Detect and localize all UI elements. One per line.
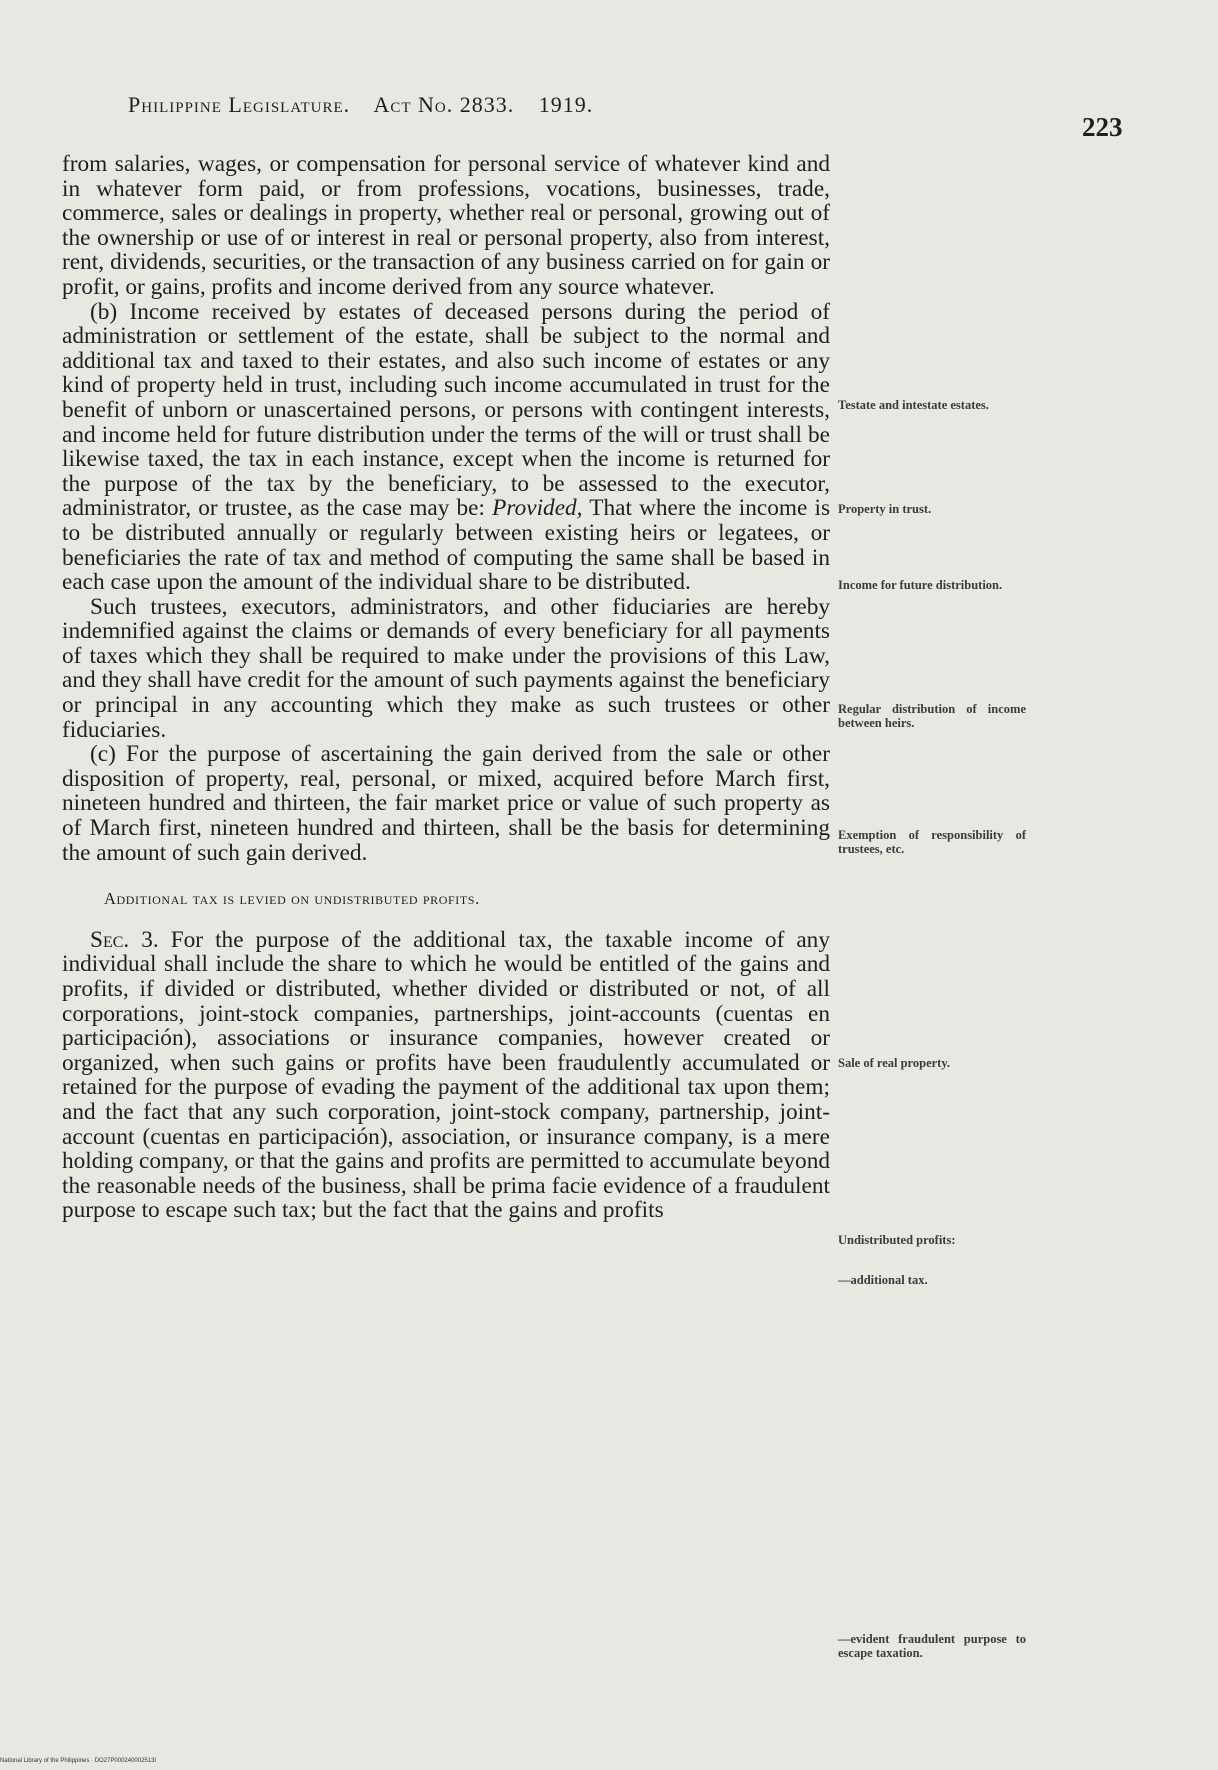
margin-note-undistributed: Undistributed profits: (838, 1233, 956, 1247)
header-legislature: Philippine Legislature. (128, 92, 351, 117)
proviso-label: Provided, (492, 495, 583, 522)
page-number: 223 (1082, 112, 1123, 142)
paragraph-fiduciaries: Such trustees, executors, administrators, and other fiduciaries are hereby indemnified against the claims or demands of every beneficiary for all payments of taxes which they shall be required to make under the provisions of this Law, and they shall have credit for the amount of such payments against the beneficiary or principal in any accounting which they make as such trustees or other fiduciaries. (62, 593, 830, 743)
margin-note-testate: Testate and intestate estates. (838, 398, 989, 412)
library-stamp: National Library of the Philippines · DO27P000240002513I (0, 1758, 157, 1764)
section-3 (62, 928, 830, 1223)
margin-note-exemption: Exemption of responsibility of trustees, etc. (838, 828, 1026, 856)
paragraph-continuation: from salaries, wages, or compensation for personal service of whatever kind and in whatever form paid, or from professions, vocations, businesses, trade, commerce, sales or dealings in property, whether real or personal, growing out of the ownership or use of or interest in real or personal property, also from interest, rent, dividends, securities, or the transaction of any business carried on for gain or profit, or gains, profits and income derived from any source whatever. (62, 151, 830, 300)
margin-note-regular: Regular distribution of income between heirs. (838, 702, 1026, 730)
header-act: Act No. 2833. (373, 92, 515, 117)
section-3-text: For the purpose of the additional tax, the taxable income of any individual shall include the share to which he would be entitled of the gains and profits, if divided or distributed, whether divided or distributed or not, of all corporations, joint-stock companies, partnerships, joint-accounts (cuentas en participación), associations or insurance companies, however created or organized, when such gains or profits have been fraudulently accumulated or retained for the purpose of evading the payment of the additional tax upon them; and the fact that any such corporation, joint-stock company, partnership, joint-account (cuentas en participación), association, or insurance company, is a mere holding company, or that the gains and profits are permitted to accumulate beyond the reasonable needs of the business, shall be prima facie evidence of a fraudulent purpose to escape such tax; but the fact that the gains and profits (62, 926, 830, 1224)
section-heading: Additional tax is levied on undistributed profits. (104, 889, 480, 909)
paragraph-b-part1: (b) Income received by estates of deceased persons during the period of administration or settlement of the estate, shall be subject to the normal and additional tax and taxed to their estates, and also such income of estates or any kind of property held in trust, including such income accumulated in trust for the benefit of unborn or unascertained persons, or persons with contingent interests, and income held for future distribution under the terms of the will or trust shall be likewise taxed, the tax in each instance, except when the income is returned for the purpose of the tax by the beneficiary, to be assessed to the executor, administrator, or trustee, as the case may be: (62, 298, 830, 522)
paragraph-b (62, 300, 830, 595)
paragraph-c: (c) For the purpose of ascertaining the gain derived from the sale or other disposition of property, real, personal, or mixed, acquired before March first, nineteen hundred and thirteen, the fair market price or value of such property as of March first, nineteen hundred and thirteen, shall be the basis for determining the amount of such gain derived. (62, 741, 830, 866)
paragraph-b-part2: That where the income is to be distributed annually or regularly between existing heirs or legatees, or beneficiaries the rate of tax and method of computing the same shall be based in each case upon the amount of the individual share to be distributed. (62, 495, 831, 596)
margin-note-trust: Property in trust. (838, 502, 932, 516)
section-3-label: Sec. 3. (90, 926, 159, 953)
body-text (62, 152, 830, 1223)
margin-note-additional: —additional tax. (838, 1273, 928, 1287)
margin-note-sale: Sale of real property. (838, 1056, 951, 1070)
header-year: 1919. (538, 92, 594, 117)
margin-note-fraudulent: —evident fraudulent purpose to escape taxation. (838, 1632, 1026, 1660)
margin-note-future: Income for future distribution. (838, 578, 1003, 592)
running-header (128, 92, 611, 118)
